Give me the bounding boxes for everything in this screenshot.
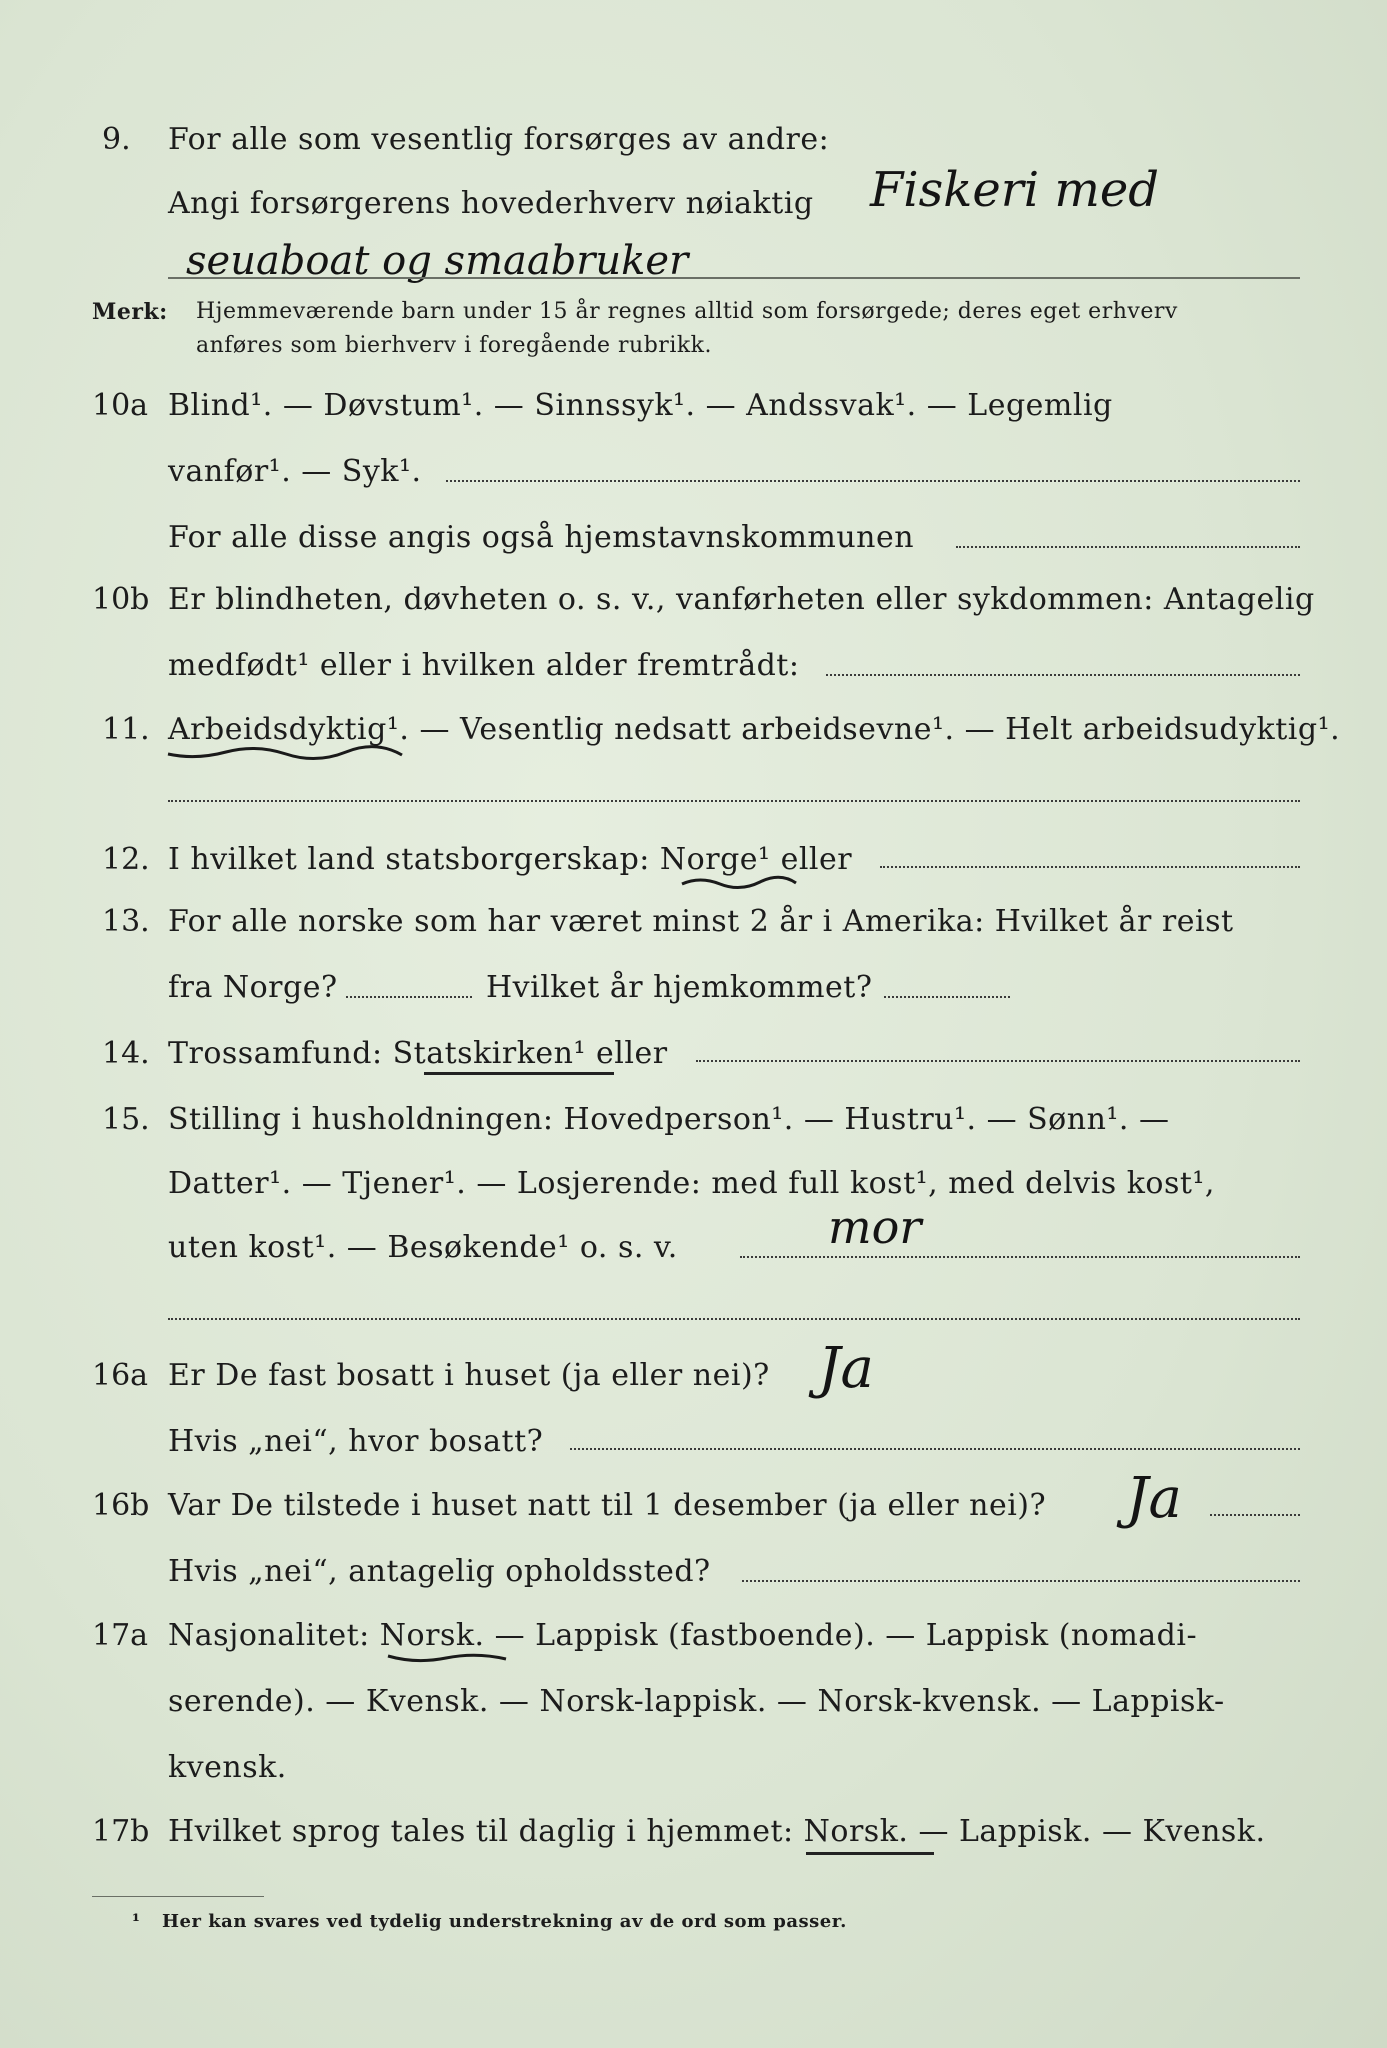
q10b-line2: medfødt¹ eller i hvilken alder fremtrådt: [168,648,800,683]
q17a-line3: kvensk. [168,1750,287,1785]
merk-label: Merk: [92,299,168,325]
q11-answer-line [168,800,1300,802]
q10b-line1: Er blindheten, døvheten o. s. v., vanførheten eller sykdommen: Antagelig [168,582,1315,617]
merk-line2: anføres som bierhverv i foregående rubrikk. [196,333,713,358]
q11-arbeidsdyktig-underline [166,746,406,762]
q13-number: 13. [102,904,150,939]
q15-line3: uten kost¹. — Besøkende¹ o. s. v. [168,1230,678,1265]
q10a-kommune-line [956,546,1300,548]
q17b-norsk-underline [806,1852,934,1855]
q13-line2b: Hvilket år hjemkommet? [486,970,873,1005]
q12-answer-line [880,866,1300,868]
q10a-line2: vanfør¹. — Syk¹. [168,454,422,489]
q14-answer-line [696,1060,1300,1062]
merk-line1: Hjemmeværende barn under 15 år regnes alltid som forsørgede; deres eget erhverv [196,299,1178,324]
q15-answer-line [740,1256,1300,1258]
footnote-text: Her kan svares ved tydelig understrekning av de ord som passer. [162,1911,847,1932]
q15-number: 15. [102,1102,150,1137]
q9-handwritten-answer-b: seuaboat og smaabruker [186,238,689,284]
q13-reist-line [346,996,472,998]
q16a-answer-line [570,1448,1300,1450]
q14-statskirken-underline [424,1072,614,1075]
q16a-handwritten-answer: Ja [818,1336,874,1401]
q9-line1: For alle som vesentlig forsørges av andre: [168,122,830,157]
q9-handwritten-answer-a: Fiskeri med [870,162,1159,218]
q15-line1: Stilling i husholdningen: Hovedperson¹. — Hustru¹. — Sønn¹. — [168,1102,1170,1137]
q16b-answer-line [1210,1514,1300,1516]
q15-extra-line [168,1318,1300,1320]
q16b-opholdssted-line [742,1580,1300,1582]
q13-line1: For alle norske som har været minst 2 år i Amerika: Hvilket år reist [168,904,1234,939]
q16a-line2: Hvis „nei“, hvor bosatt? [168,1424,544,1459]
q9-answer-line [168,277,1300,279]
q10a-line1: Blind¹. — Døvstum¹. — Sinnssyk¹. — Andssvak¹. — Legemlig [168,388,1113,423]
q10a-line3: For alle disse angis også hjemstavnskommunen [168,520,915,555]
q12-norge-underline [680,874,800,890]
q17a-norsk-underline [386,1650,510,1666]
q13-hjemkommet-line [884,996,1010,998]
q10a-answer-line [446,480,1300,482]
q17a-number: 17a [92,1618,149,1653]
q16a-line1: Er De fast bosatt i huset (ja eller nei)? [168,1358,770,1393]
q9-line2: Angi forsørgerens hovederhverv nøiaktig [168,186,814,221]
q11-line1: Arbeidsdyktig¹. — Vesentlig nedsatt arbeidsevne¹. — Helt arbeidsudyktig¹. [168,712,1341,747]
q10b-answer-line [826,674,1300,676]
q11-number: 11. [102,712,150,747]
footnote-divider [92,1896,264,1897]
q10a-number: 10a [92,388,149,423]
q16b-number: 16b [92,1488,150,1523]
q15-line2: Datter¹. — Tjener¹. — Losjerende: med full kost¹, med delvis kost¹, [168,1166,1215,1201]
q16b-line2: Hvis „nei“, antagelig opholdssted? [168,1554,711,1589]
q12-line1: I hvilket land statsborgerskap: Norge¹ eller [168,842,853,877]
q10b-number: 10b [92,582,150,617]
q17b-number: 17b [92,1814,150,1849]
q13-line2a: fra Norge? [168,970,338,1005]
q14-number: 14. [102,1036,150,1071]
q16a-number: 16a [92,1358,149,1393]
q16b-line1: Var De tilstede i huset natt til 1 desember (ja eller nei)? [168,1488,1047,1523]
footnote-mark: ¹ [132,1911,141,1932]
q15-handwritten-answer: mor [828,1200,922,1254]
q12-number: 12. [102,842,150,877]
q16b-handwritten-answer: Ja [1126,1466,1182,1531]
q17b-line1: Hvilket sprog tales til daglig i hjemmet: Norsk. — Lappisk. — Kvensk. [168,1814,1266,1849]
q17a-line1: Nasjonalitet: Norsk. — Lappisk (fastboende). — Lappisk (nomadi- [168,1618,1198,1653]
q17a-line2: serende). — Kvensk. — Norsk-lappisk. — Norsk-kvensk. — Lappisk- [168,1684,1225,1719]
q14-line1: Trossamfund: Statskirken¹ eller [168,1036,668,1071]
q9-number: 9. [102,122,131,157]
